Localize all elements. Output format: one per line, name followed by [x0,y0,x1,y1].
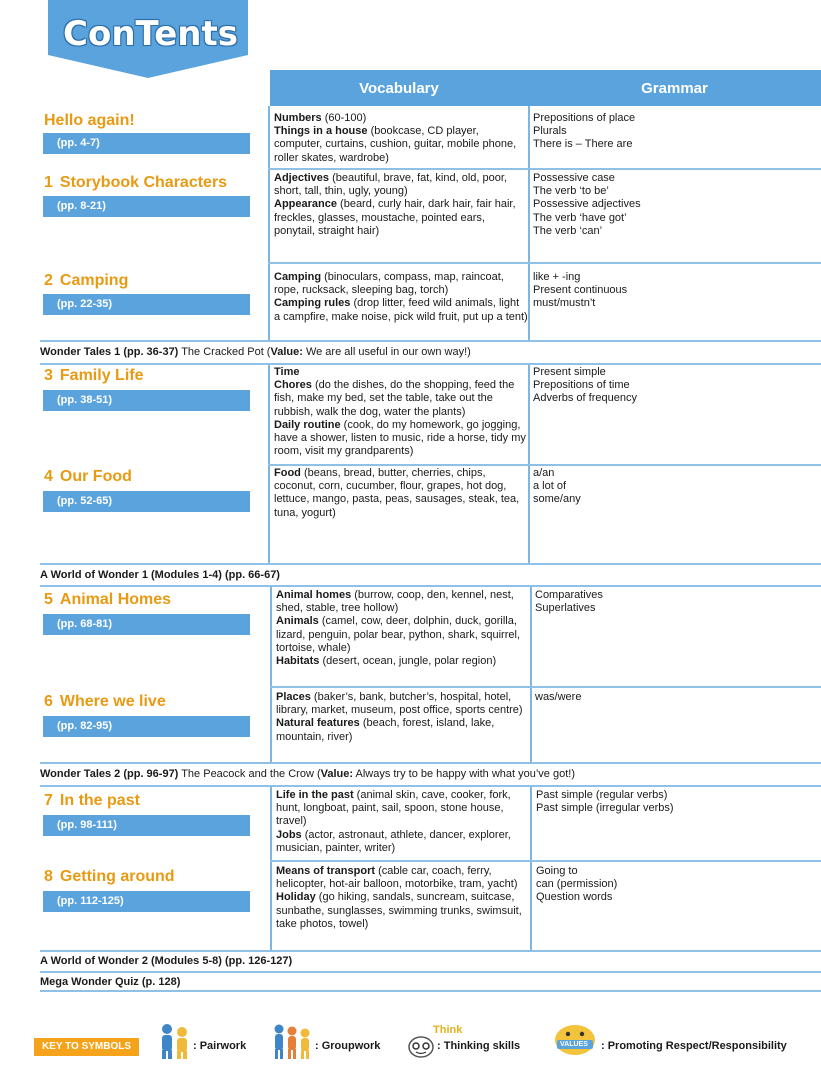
grid-line [40,785,821,787]
grid-line [268,262,821,264]
vocabulary-cell: Numbers (60-100) Things in a house (bookcase, CD player, computer, curtains, cushion, guitar, mobile phone, roller skates, wardrobe) [274,112,517,164]
wonder-tales-2-row: Wonder Tales 2 (pp. 96-97) The Peacock and the Crow (Value: Always try to be happy with what you’ve got!) [40,768,575,780]
pairwork-label: : Pairwork [193,1040,247,1052]
module-title: 4 Our Food [44,468,132,485]
grid-line [530,786,532,950]
grammar-cell: Comparatives Superlatives [535,589,603,615]
module-pages: (pp. 22-35) [43,294,250,315]
vocabulary-cell: Life in the past (animal skin, cave, cooker, fork, hunt, longboat, paint, sail, spoon, stone house, travel) Jobs (actor, astronaut, athlete, dancer, explorer, musician, painter, writer) [276,789,511,854]
thinking-skills-label: : Thinking skills [437,1040,521,1052]
module-pages: (pp. 82-95) [43,716,250,737]
module-pages: (pp. 38-51) [43,390,250,411]
mega-quiz-row: Mega Wonder Quiz (p. 128) [40,976,181,988]
vocabulary-cell: Time Chores (do the dishes, do the shopping, feed the fish, make my bed, set the table, take out the rubbish, walk the dog, water the plants) Daily routine (cook, do my homework, go jogging, have a shower, listen to music, ride a horse, tidy my room, visit my grandparents) [274,366,526,458]
grid-line [270,686,821,688]
values-icon [551,1022,599,1058]
module-pages: (pp. 8-21) [43,196,250,217]
module-title: 3 Family Life [44,367,144,384]
module-title: Hello again! [44,112,135,129]
grid-line [530,586,532,762]
page-title: ConTents [63,14,238,54]
module-title: 2 Camping [44,272,129,289]
grid-line [268,168,821,170]
grid-line [40,950,821,952]
key-to-symbols-label: KEY TO SYMBOLS [34,1038,139,1056]
grammar-cell: like + -ing Present continuous must/mustn’t [533,271,628,310]
module-pages: (pp. 98-111) [43,815,250,836]
module-title: 6 Where we live [44,693,166,710]
grid-line [40,585,821,587]
pairwork-icon [155,1022,195,1060]
module-pages: (pp. 52-65) [43,491,250,512]
grid-line [270,786,272,950]
vocabulary-cell: Animal homes (burrow, coop, den, kennel, nest, shed, stable, tree hollow) Animals (camel, cow, deer, dolphin, duck, gorilla, lizard, penguin, polar bear, python, shark, squirrel, tortoise, whale) Habitats (desert, ocean, jungle, polar region) [276,589,520,668]
grammar-cell: Prepositions of place Plurals There is – There are [533,112,636,151]
module-title: 7 In the past [44,792,140,809]
grid-line [40,990,821,992]
grid-line [40,563,821,565]
grid-line [270,860,821,862]
grammar-cell: Present simple Prepositions of time Adverbs of frequency [533,366,637,405]
module-title: 5 Animal Homes [44,591,172,608]
values-label: : Promoting Respect/Responsibility [601,1040,787,1052]
module-pages: (pp. 4-7) [43,133,250,154]
thinking-skills-icon [407,1035,435,1059]
grid-line [40,363,821,365]
think-word: Think [433,1024,463,1036]
grid-line [268,464,821,466]
module-title: 8 Getting around [44,868,175,885]
grammar-cell: Going to can (permission) Question words [536,865,618,904]
grid-line [268,106,270,340]
grid-line [528,106,530,340]
grid-line [40,340,821,342]
module-pages: (pp. 68-81) [43,614,250,635]
wonder-tales-1-row: Wonder Tales 1 (pp. 36-37) The Cracked Pot (Value: We are all useful in our own way!) [40,346,471,358]
grammar-header: Grammar [528,70,821,106]
vocabulary-cell: Camping (binoculars, compass, map, raincoat, rope, rucksack, sleeping bag, torch) Camping rules (drop litter, feed wild animals, light a campfire, make noise, pick wild fruit, put up a tent) [274,271,528,323]
world-of-wonder-2-row: A World of Wonder 2 (Modules 5-8) (pp. 126-127) [40,955,293,967]
grid-line [40,971,821,973]
grammar-cell: Past simple (regular verbs) Past simple (irregular verbs) [536,789,674,815]
groupwork-label: : Groupwork [315,1040,381,1052]
values-badge: VALUES [560,1041,588,1048]
grammar-cell: a/an a lot of some/any [533,467,581,506]
vocabulary-cell: Means of transport (cable car, coach, ferry, helicopter, hot-air balloon, motorbike, tram, yacht) Holiday (go hiking, sandals, suncream, suitcase, sunbathe, sunglasses, swimming trunks, swimsuit, take photos, towel) [276,865,522,930]
groupwork-icon [270,1022,316,1060]
grid-line [40,762,821,764]
module-pages: (pp. 112-125) [43,891,250,912]
vocabulary-cell: Food (beans, bread, butter, cherries, chips, coconut, corn, cucumber, flour, grapes, hot dog, lettuce, mango, pasta, peas, sausages, steak, tea, tuna, yogurt) [274,467,520,519]
vocabulary-cell: Adjectives (beautiful, brave, fat, kind, old, poor, short, tall, thin, ugly, young) Appearance (beard, curly hair, dark hair, fair hair, freckles, glasses, moustache, pointed ears, ponytail, straight hair) [274,172,516,237]
grammar-cell: was/were [535,691,582,703]
grid-line [270,586,272,762]
vocabulary-cell: Places (baker’s, bank, butcher’s, hospital, hotel, library, market, museum, post office, sports centre) Natural features (beach, forest, island, lake, mountain, river) [276,691,523,743]
vocabulary-header: Vocabulary [270,70,528,106]
world-of-wonder-1-row: A World of Wonder 1 (Modules 1-4) (pp. 66-67) [40,569,280,581]
grammar-cell: Possessive case The verb ‘to be’ Possessive adjectives The verb ‘have got’ The verb ‘can’ [533,172,641,237]
module-title: 1 Storybook Characters [44,174,228,191]
